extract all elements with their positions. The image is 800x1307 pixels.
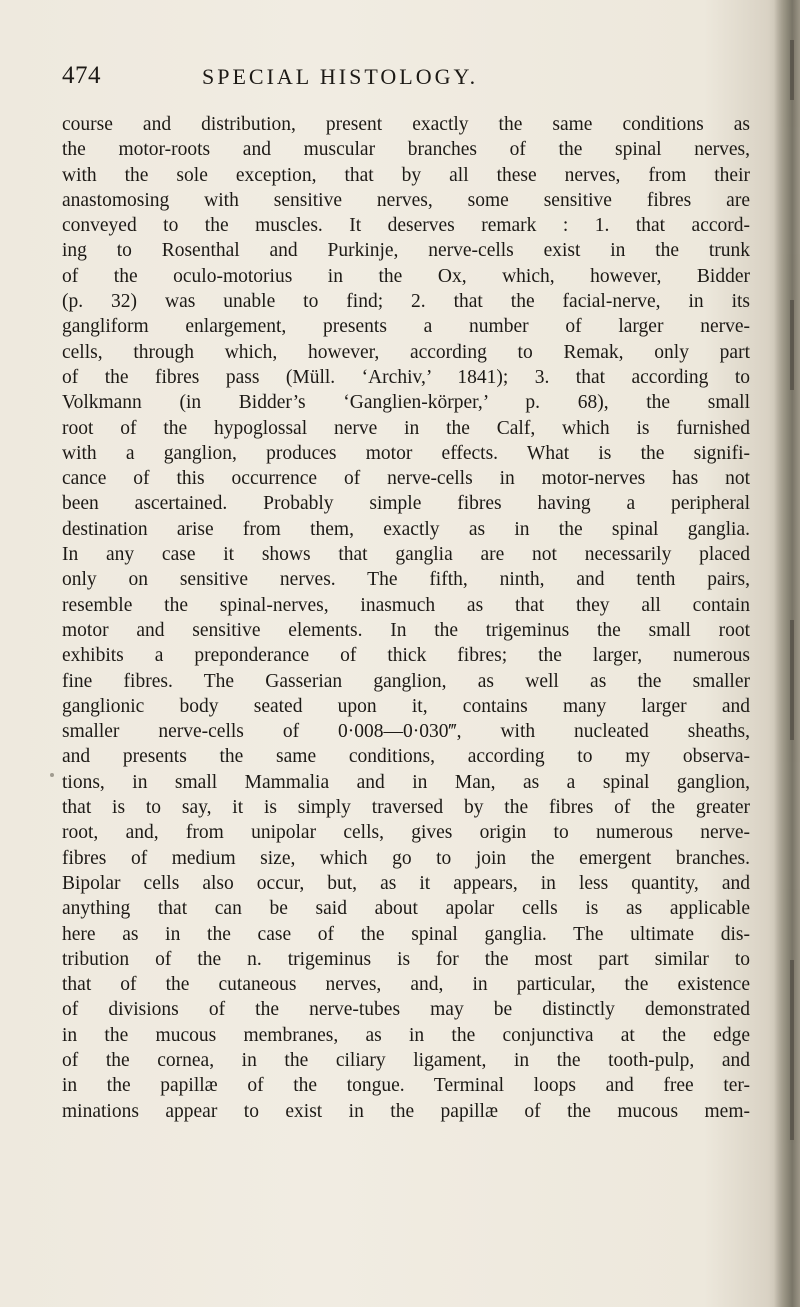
text-line: ganglionic body seated upon it, contains many larger and (62, 695, 750, 717)
text-line: in the mucous membranes, as in the conjunctiva at the edge (62, 1024, 750, 1046)
page-number: 474 (62, 62, 101, 89)
text-line: with the sole exception, that by all these nerves, from their (62, 164, 750, 186)
text-line: tribution of the n. trigeminus is for the most part similar to (62, 948, 750, 970)
text-line: smaller nerve-cells of 0·008—0·030‴, with nucleated sheaths, (62, 721, 750, 743)
text-line: the motor-roots and muscular branches of the spinal nerves, (62, 139, 750, 161)
text-line: ing to Rosenthal and Purkinje, nerve-cells exist in the trunk (62, 240, 750, 262)
text-line: Volkmann (in Bidder’s ‘Ganglien-körper,’ p. 68), the small (62, 392, 750, 414)
text-line: that of the cutaneous nerves, and, in particular, the existence (62, 974, 750, 996)
text-line: anything that can be said about apolar cells is as applicable (62, 898, 750, 920)
paper-fleck (50, 773, 54, 777)
text-line: conveyed to the muscles. It deserves remark : 1. that accord- (62, 215, 750, 237)
edge-mark (790, 40, 794, 100)
text-line: of the fibres pass (Müll. ‘Archiv,’ 1841); 3. that according to (62, 366, 750, 388)
text-line: only on sensitive nerves. The fifth, ninth, and tenth pairs, (62, 569, 750, 591)
text-line: with a ganglion, produces motor effects. What is the signifi- (62, 442, 750, 464)
text-line: of divisions of the nerve-tubes may be distinctly demonstrated (62, 999, 750, 1021)
running-title: SPECIAL HISTOLOGY. (202, 64, 479, 89)
text-line: anastomosing with sensitive nerves, some sensitive fibres are (62, 189, 750, 211)
text-line: exhibits a preponderance of thick fibres; the larger, numerous (62, 645, 750, 667)
text-line: gangliform enlargement, presents a number of larger nerve- (62, 316, 750, 338)
text-line: been ascertained. Probably simple fibres having a peripheral (62, 493, 750, 515)
text-line: in the papillæ of the tongue. Terminal loops and free ter- (62, 1075, 750, 1097)
text-line: and presents the same conditions, according to my observa- (62, 746, 750, 768)
text-line: destination arise from them, exactly as in the spinal ganglia. (62, 518, 750, 540)
text-line: that is to say, it is simply traversed by the fibres of the greater (62, 797, 750, 819)
page-header (62, 62, 722, 96)
page-edge-shadow (774, 0, 800, 1307)
text-line: motor and sensitive elements. In the trigeminus the small root (62, 619, 750, 641)
text-line: root of the hypoglossal nerve in the Calf, which is furnished (62, 417, 750, 439)
text-line: course and distribution, present exactly the same conditions as (62, 114, 750, 135)
text-line: resemble the spinal-nerves, inasmuch as that they all contain (62, 594, 750, 616)
text-line: root, and, from unipolar cells, gives origin to numerous nerve- (62, 822, 750, 844)
text-line: (p. 32) was unable to find; 2. that the facial-nerve, in its (62, 291, 750, 313)
text-line: cance of this occurrence of nerve-cells in motor-nerves has not (62, 468, 750, 490)
text-line: of the oculo-motorius in the Ox, which, however, Bidder (62, 265, 750, 287)
edge-mark (790, 300, 794, 390)
text-line: Bipolar cells also occur, but, as it appears, in less quantity, and (62, 872, 750, 894)
text-line: of the cornea, in the ciliary ligament, in the tooth-pulp, and (62, 1049, 750, 1071)
body-text (62, 112, 750, 1124)
edge-mark (790, 960, 794, 1140)
text-line: minations appear to exist in the papillæ of the mucous mem- (62, 1100, 750, 1122)
text-line: tions, in small Mammalia and in Man, as a spinal ganglion, (62, 771, 750, 793)
text-line: here as in the case of the spinal ganglia. The ultimate dis- (62, 923, 750, 945)
text-line: fibres of medium size, which go to join the emergent branches. (62, 847, 750, 869)
edge-mark (790, 620, 794, 740)
text-line: cells, through which, however, according to Remak, only part (62, 341, 750, 363)
text-line: In any case it shows that ganglia are not necessarily placed (62, 544, 750, 566)
text-line: fine fibres. The Gasserian ganglion, as well as the smaller (62, 670, 750, 692)
